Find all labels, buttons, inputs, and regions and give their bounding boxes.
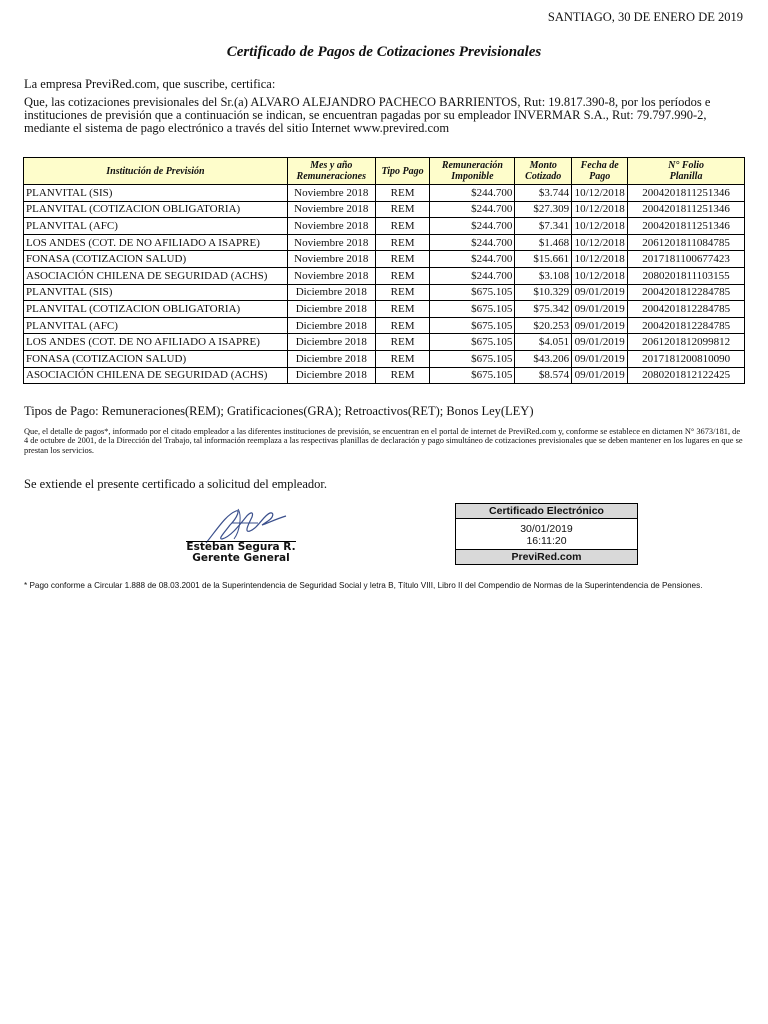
cell-remuneracion: $244.700 <box>430 234 515 251</box>
cell-remuneracion: $675.105 <box>430 367 515 384</box>
cell-institucion: ASOCIACIÓN CHILENA DE SEGURIDAD (ACHS) <box>24 267 288 284</box>
table-row <box>24 284 745 301</box>
cell-institucion: LOS ANDES (COT. DE NO AFILIADO A ISAPRE) <box>24 234 288 251</box>
header-institucion: Institución de Previsión <box>24 158 288 185</box>
cell-monto: $10.329 <box>515 284 572 301</box>
table-row <box>24 201 745 218</box>
cell-fecha: 10/12/2018 <box>572 251 628 268</box>
cell-mes: Noviembre 2018 <box>287 267 375 284</box>
cell-fecha: 09/01/2019 <box>572 334 628 351</box>
cell-mes: Noviembre 2018 <box>287 201 375 218</box>
legal-paragraph: Que, el detalle de pagos*, informado por el citado empleador a las diferentes instituciones de previsión, se encuentran en el portal de internet de PreviRed.com y, conforme se establece en dictamen N° 3673/181, de 4 de octubre de 2001, de la Dirección del Trabajo, tal información reemplaza a las respectivas planillas de declaración y pago simultáneo de cotizaciones previsionales que se deben mantener en los lugares en que se prestan los servicios. <box>24 427 743 455</box>
cell-remuneracion: $675.105 <box>430 350 515 367</box>
cell-monto: $7.341 <box>515 218 572 235</box>
cell-institucion: ASOCIACIÓN CHILENA DE SEGURIDAD (ACHS) <box>24 367 288 384</box>
header-monto: Monto Cotizado <box>515 158 572 185</box>
request-statement: Se extiende el presente certificado a solicitud del empleador. <box>24 477 328 491</box>
cell-monto: $43.206 <box>515 350 572 367</box>
cell-fecha: 09/01/2019 <box>572 317 628 334</box>
cell-mes: Diciembre 2018 <box>287 317 375 334</box>
header-tipo: Tipo Pago <box>375 158 430 185</box>
cell-remuneracion: $675.105 <box>430 301 515 318</box>
cell-folio: 2004201811251346 <box>628 218 745 235</box>
cell-institucion: LOS ANDES (COT. DE NO AFILIADO A ISAPRE) <box>24 334 288 351</box>
table-row <box>24 350 745 367</box>
cert-time: 16:11:20 <box>526 535 567 547</box>
cell-fecha: 09/01/2019 <box>572 367 628 384</box>
table-header-row <box>24 158 745 185</box>
cell-folio: 2004201812284785 <box>628 301 745 318</box>
cell-tipo: REM <box>375 367 430 384</box>
cell-institucion: PLANVITAL (AFC) <box>24 218 288 235</box>
cell-mes: Diciembre 2018 <box>287 334 375 351</box>
cell-mes: Noviembre 2018 <box>287 251 375 268</box>
cert-header: Certificado Electrónico <box>456 504 637 519</box>
intro-line: La empresa PreviRed.com, que suscribe, certifica: <box>24 77 276 91</box>
cert-date: 30/01/2019 <box>520 523 573 535</box>
cell-tipo: REM <box>375 301 430 318</box>
cell-tipo: REM <box>375 317 430 334</box>
cell-tipo: REM <box>375 185 430 202</box>
cell-mes: Diciembre 2018 <box>287 301 375 318</box>
table-row <box>24 251 745 268</box>
cell-monto: $15.661 <box>515 251 572 268</box>
cell-remuneracion: $244.700 <box>430 251 515 268</box>
signatory <box>186 541 296 564</box>
cell-monto: $27.309 <box>515 201 572 218</box>
cell-mes: Noviembre 2018 <box>287 234 375 251</box>
cell-folio: 2080201811103155 <box>628 267 745 284</box>
cell-tipo: REM <box>375 251 430 268</box>
cert-body <box>456 519 637 549</box>
cell-mes: Diciembre 2018 <box>287 367 375 384</box>
cell-institucion: PLANVITAL (COTIZACION OBLIGATORIA) <box>24 301 288 318</box>
cell-mes: Noviembre 2018 <box>287 185 375 202</box>
cell-tipo: REM <box>375 201 430 218</box>
footnote: * Pago conforme a Circular 1.888 de 08.03.2001 de la Superintendencia de Seguridad Social y letra B, Título VIII, Libro II del Compendio de Normas de la Superintendencia de Pensiones. <box>24 581 703 590</box>
header-mes: Mes y año Remuneraciones <box>287 158 375 185</box>
cell-institucion: PLANVITAL (SIS) <box>24 185 288 202</box>
table-row <box>24 317 745 334</box>
cell-remuneracion: $675.105 <box>430 284 515 301</box>
payment-types-legend: Tipos de Pago: Remuneraciones(REM); Gratificaciones(GRA); Retroactivos(RET); Bonos Ley(LEY) <box>24 404 534 418</box>
cell-mes: Diciembre 2018 <box>287 284 375 301</box>
cell-fecha: 10/12/2018 <box>572 185 628 202</box>
table-row <box>24 185 745 202</box>
cell-remuneracion: $675.105 <box>430 317 515 334</box>
cell-folio: 2017181100677423 <box>628 251 745 268</box>
signatory-name: Esteban Segura R. <box>186 541 296 553</box>
table-row <box>24 218 745 235</box>
cell-fecha: 10/12/2018 <box>572 267 628 284</box>
cell-folio: 2004201812284785 <box>628 284 745 301</box>
table-row <box>24 267 745 284</box>
cell-institucion: PLANVITAL (AFC) <box>24 317 288 334</box>
cell-remuneracion: $244.700 <box>430 267 515 284</box>
cell-fecha: 10/12/2018 <box>572 234 628 251</box>
electronic-certificate-box <box>455 503 638 565</box>
cell-remuneracion: $244.700 <box>430 185 515 202</box>
cell-monto: $3.108 <box>515 267 572 284</box>
cell-tipo: REM <box>375 218 430 235</box>
cell-institucion: FONASA (COTIZACION SALUD) <box>24 350 288 367</box>
cell-tipo: REM <box>375 284 430 301</box>
cell-mes: Noviembre 2018 <box>287 218 375 235</box>
cell-remuneracion: $244.700 <box>430 201 515 218</box>
cell-monto: $8.574 <box>515 367 572 384</box>
cell-folio: 2004201811251346 <box>628 185 745 202</box>
table-row <box>24 367 745 384</box>
table-row <box>24 334 745 351</box>
cell-folio: 2017181200810090 <box>628 350 745 367</box>
cell-folio: 2004201812284785 <box>628 317 745 334</box>
header-fecha: Fecha de Pago <box>572 158 628 185</box>
header-folio: N° Folio Planilla <box>628 158 745 185</box>
cell-folio: 2061201812099812 <box>628 334 745 351</box>
cell-tipo: REM <box>375 234 430 251</box>
document-date: SANTIAGO, 30 DE ENERO DE 2019 <box>547 10 743 24</box>
cell-folio: 2061201811084785 <box>628 234 745 251</box>
cell-remuneracion: $675.105 <box>430 334 515 351</box>
cell-remuneracion: $244.700 <box>430 218 515 235</box>
cell-fecha: 09/01/2019 <box>572 301 628 318</box>
cell-institucion: PLANVITAL (COTIZACION OBLIGATORIA) <box>24 201 288 218</box>
cell-fecha: 10/12/2018 <box>572 218 628 235</box>
cell-fecha: 10/12/2018 <box>572 201 628 218</box>
cell-tipo: REM <box>375 350 430 367</box>
cell-institucion: FONASA (COTIZACION SALUD) <box>24 251 288 268</box>
intro-paragraph: Que, las cotizaciones previsionales del Sr.(a) ALVARO ALEJANDRO PACHECO BARRIENTOS, Rut: 19.817.390-8, por los períodos e instituciones de previsión que a continuación se indican, se encuentran pagadas por su empleador INVERMAR S.A., Rut: 79.797.990-2, mediante el sistema de pago electrónico a través del sitio Internet www.previred.com <box>24 95 711 135</box>
cert-footer: PreviRed.com <box>456 549 637 564</box>
cell-folio: 2004201811251346 <box>628 201 745 218</box>
cell-monto: $75.342 <box>515 301 572 318</box>
cell-mes: Diciembre 2018 <box>287 350 375 367</box>
cell-monto: $3.744 <box>515 185 572 202</box>
header-remuneracion: Remuneración Imponible <box>430 158 515 185</box>
cell-tipo: REM <box>375 334 430 351</box>
cell-tipo: REM <box>375 267 430 284</box>
cell-folio: 2080201812122425 <box>628 367 745 384</box>
cell-monto: $1.468 <box>515 234 572 251</box>
signatory-role: Gerente General <box>192 552 290 564</box>
table-row <box>24 301 745 318</box>
cell-monto: $4.051 <box>515 334 572 351</box>
document-title: Certificado de Pagos de Cotizaciones Previsionales <box>226 44 542 60</box>
cell-institucion: PLANVITAL (SIS) <box>24 284 288 301</box>
table-row <box>24 234 745 251</box>
cell-monto: $20.253 <box>515 317 572 334</box>
cell-fecha: 09/01/2019 <box>572 350 628 367</box>
cell-fecha: 09/01/2019 <box>572 284 628 301</box>
payments-table <box>23 157 745 384</box>
